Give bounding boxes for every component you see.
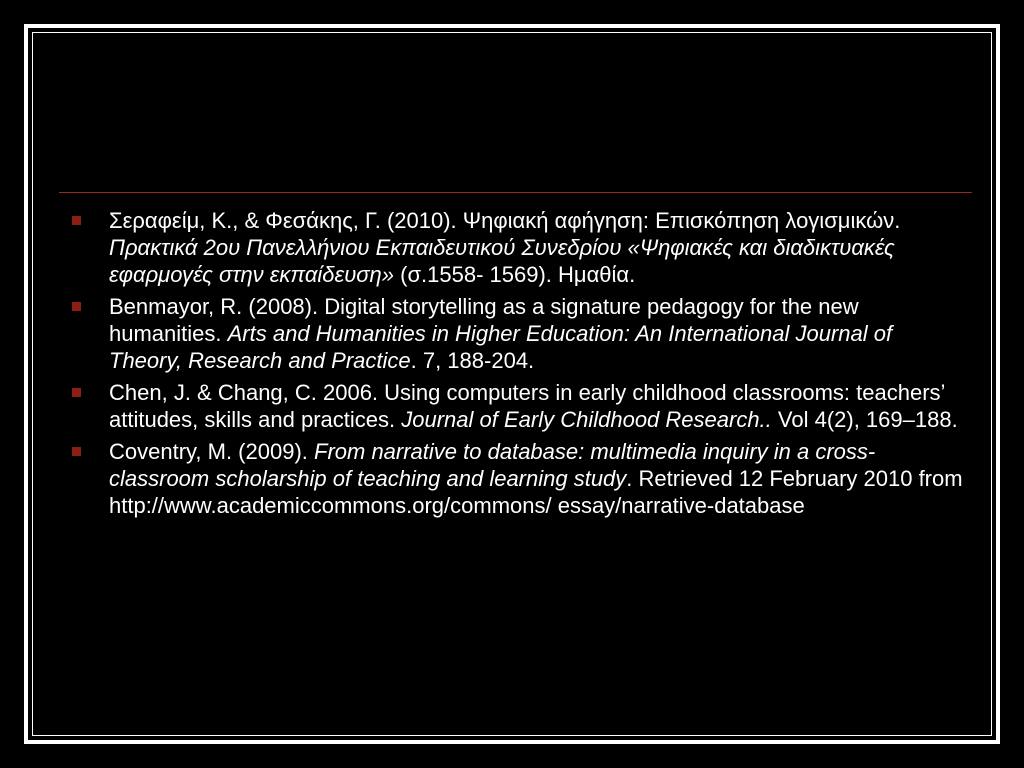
reference-item	[72, 379, 972, 433]
slide-body	[72, 207, 972, 524]
reference-text-part: Vol 4(2), 169–188.	[771, 407, 958, 432]
reference-text	[109, 379, 966, 433]
reference-item	[72, 207, 972, 288]
reference-item	[72, 293, 972, 374]
square-bullet-icon	[72, 216, 81, 225]
square-bullet-icon	[72, 302, 81, 311]
reference-text-part: (σ.1558- 1569). Ημαθία.	[394, 262, 636, 287]
reference-title-italic: Journal of Early Childhood Research..	[401, 407, 772, 432]
reference-list	[72, 207, 972, 519]
square-bullet-icon	[72, 388, 81, 397]
reference-text	[109, 207, 966, 288]
reference-text-part: . Retrieved 12 February 2010 from http://www.academiccommons.org/commons/ essay/narrative-database	[109, 466, 963, 518]
reference-text-part: Coventry, M. (2009).	[109, 439, 314, 464]
reference-text	[109, 293, 966, 374]
title-divider-rule	[59, 192, 972, 193]
square-bullet-icon	[72, 447, 81, 456]
reference-title-italic: Arts and Humanities in Higher Education: An International Journal of Theory, Research and Practice	[109, 321, 893, 373]
reference-text-part: Chen, J. & Chang, C. 2006. Using computers in early childhood classrooms: teachers’ attitudes, skills and practices.	[109, 380, 945, 432]
reference-text-part: Σεραφείμ, Κ., & Φεσάκης, Γ. (2010). Ψηφιακή αφήγηση: Επισκόπηση λογισμικών.	[109, 208, 901, 233]
reference-item	[72, 438, 972, 519]
reference-title-italic: Πρακτικά 2ου Πανελλήνιου Εκπαιδευτικού Συνεδρίου «Ψηφιακές και διαδικτυακές εφαρμογές στην εκπαίδευση»	[109, 235, 895, 287]
reference-text-part: . 7, 188-204.	[410, 348, 535, 373]
reference-text	[109, 438, 966, 519]
reference-text-part: Benmayor, R. (2008). Digital storytelling as a signature pedagogy for the new humanities.	[109, 294, 859, 346]
reference-title-italic: From narrative to database: multimedia inquiry in a cross-classroom scholarship of teaching and learning study	[109, 439, 876, 491]
